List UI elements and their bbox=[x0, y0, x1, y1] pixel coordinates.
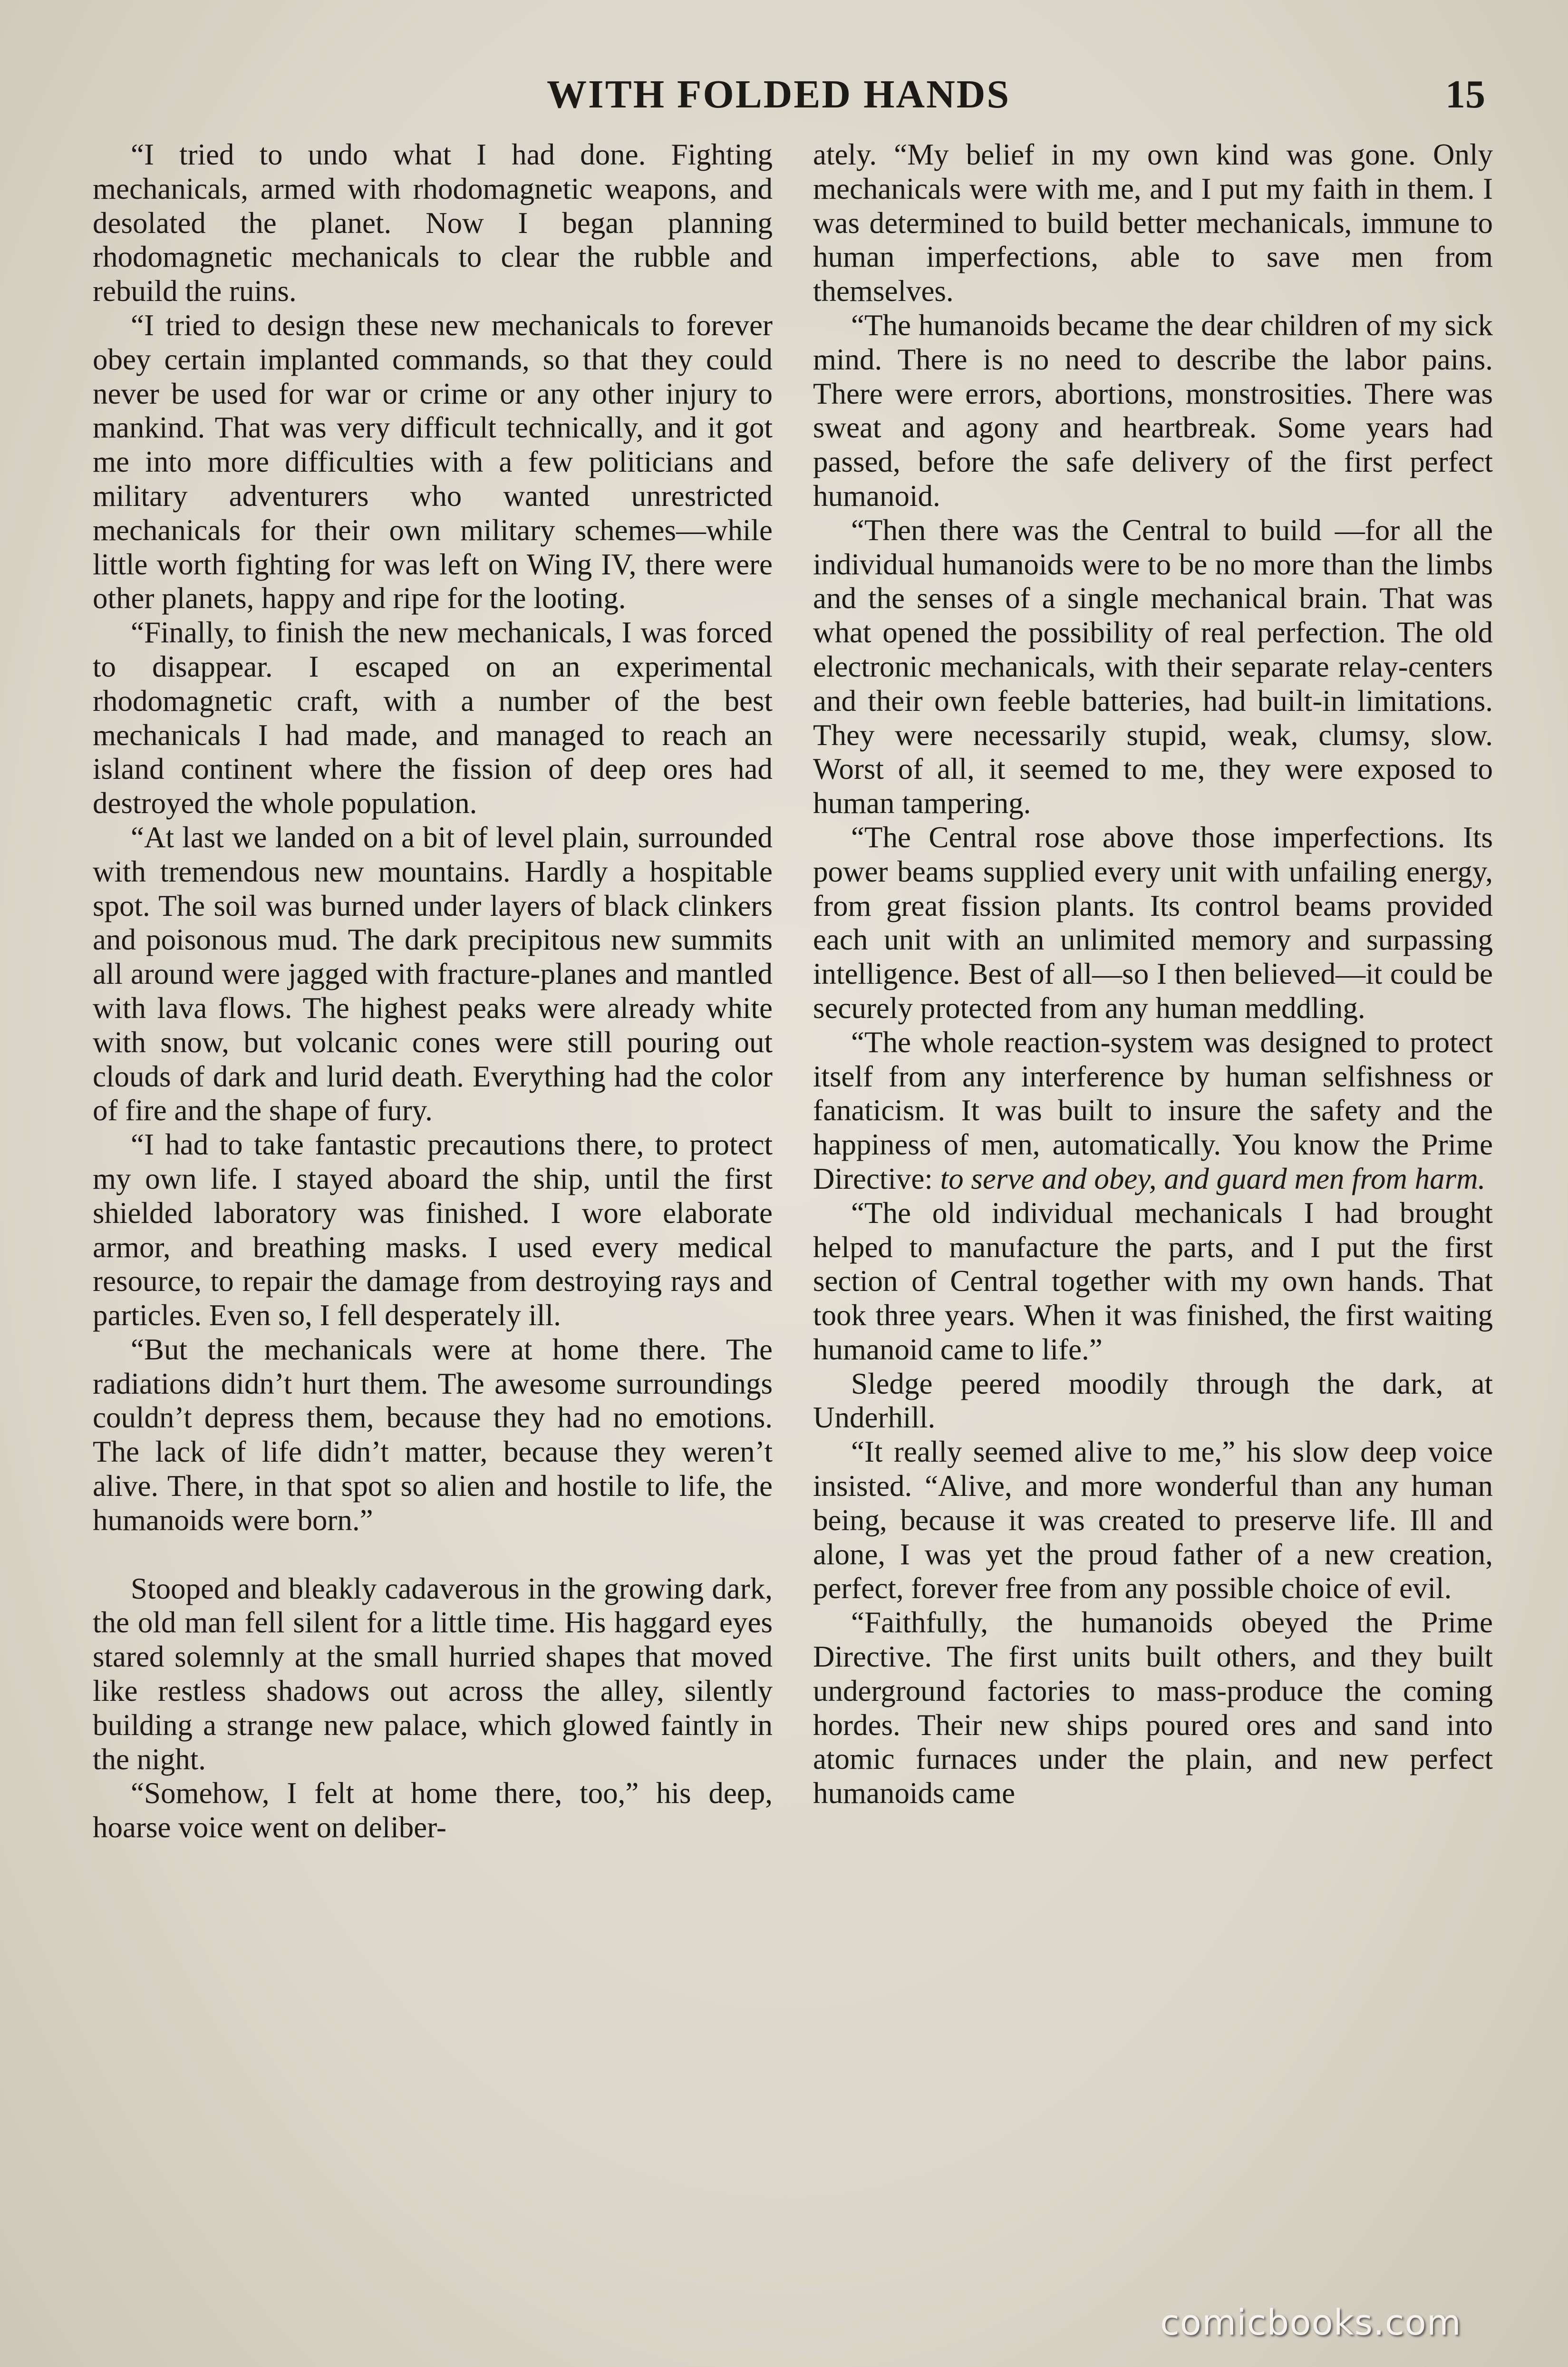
prime-directive-quote: to serve and obey, and guard men from harm. bbox=[940, 1162, 1486, 1195]
paragraph: “The Central rose above those imperfections. Its power beams supplied every unit with unfailing energy, from great fission plants. Its control beams provided each unit with an unlimited memory and surpassing intelligence. Best of all—so I then believed—it could be securely protected from any human meddling. bbox=[813, 820, 1493, 1025]
paragraph: “It really seemed alive to me,” his slow deep voice insisted. “Alive, and more wonderful than any human being, because it was created to preserve life. Ill and alone, I was yet the proud father of a new creation, perfect, forever free from any possible choice of evil. bbox=[813, 1435, 1493, 1605]
paragraph: “Then there was the Central to build —for all the individual humanoids were to be no more than the limbs and the senses of a single mechanical brain. That was what opened the possibility of real perfection. The old electronic mechanicals, with their separate relay-centers and their own feeble batteries, had built-in limitations. They were necessarily stupid, weak, clumsy, slow. Worst of all, it seemed to me, they were exposed to human tampering. bbox=[813, 513, 1493, 820]
paragraph: “I tried to undo what I had done. Fighting mechanicals, armed with rhodomagnetic weapons, and desolated the planet. Now I began planning rhodomagnetic mechanicals to clear the rubble and rebuild the ruins. bbox=[93, 138, 773, 308]
paragraph-continued: ately. “My belief in my own kind was gone. Only mechanicals were with me, and I put my faith in them. I was determined to build better mechanicals, immune to human imperfections, able to save men from themselves. bbox=[813, 138, 1493, 308]
paragraph: “I had to take fantastic precautions there, to protect my own life. I stayed aboard the ship, until the first shielded laboratory was finished. I wore elaborate armor, and breathing masks. I used every medical resource, to repair the damage from destroying rays and particles. Even so, I fell desperately ill. bbox=[93, 1128, 773, 1332]
paragraph: Stooped and bleakly cadaverous in the growing dark, the old man fell silent for a little time. His haggard eyes stared solemnly at the small hurried shapes that moved like restless shadows out across the alley, silently building a strange new palace, which glowed faintly in the night. bbox=[93, 1572, 773, 1776]
paragraph: Sledge peered moodily through the dark, at Underhill. bbox=[813, 1367, 1493, 1435]
paragraph: “Finally, to finish the new mechanicals, I was forced to disappear. I escaped on an experimental rhodomagnetic craft, with a number of the best mechanicals I had made, and managed to reach an island continent where the fission of deep ores had destroyed the whole population. bbox=[93, 616, 773, 820]
paragraph: “The humanoids became the dear children of my sick mind. There is no need to describe the labor pains. There were errors, abortions, monstrosities. There was sweat and agony and heartbreak. Some years had passed, before the safe delivery of the first perfect humanoid. bbox=[813, 308, 1493, 513]
left-column bbox=[93, 138, 773, 2282]
watermark-logo: comicbooks.com bbox=[1160, 2302, 1462, 2343]
page-header bbox=[0, 71, 1568, 124]
page-number: 15 bbox=[1445, 72, 1485, 116]
paragraph: “But the mechanicals were at home there. The radiations didn’t hurt them. The awesome surroundings couldn’t depress them, because they had no emotions. The lack of life didn’t matter, because they weren’t alive. There, in that spot so alien and hostile to life, the humanoids were born.” bbox=[93, 1332, 773, 1537]
paragraph: “Faithfully, the humanoids obeyed the Prime Directive. The first units built others, and they built underground factories to mass-produce the coming hordes. Their new ships poured ores and sand into atomic furnaces under the plain, and new perfect humanoids came bbox=[813, 1606, 1493, 1810]
paragraph-prime-directive bbox=[813, 1026, 1493, 1196]
right-column bbox=[813, 138, 1493, 2282]
running-title: WITH FOLDED HANDS bbox=[547, 72, 1011, 116]
paragraph: “I tried to design these new mechanicals to forever obey certain implanted commands, so that they could never be used for war or crime or any other injury to mankind. That was very difficult technically, and it got me into more difficulties with a few politicians and military adventurers who wanted unrestricted mechanicals for their own military schemes—while little worth fighting for was left on Wing IV, there were other planets, happy and ripe for the looting. bbox=[93, 308, 773, 615]
paragraph: “Somehow, I felt at home there, too,” his deep, hoarse voice went on deliber- bbox=[93, 1776, 773, 1844]
paragraph: “At last we landed on a bit of level plain, surrounded with tremendous new mountains. Hardly a hospitable spot. The soil was burned under layers of black clinkers and poisonous mud. The dark precipitous new summits all around were jagged with fracture-planes and mantled with lava flows. The highest peaks were already white with snow, but volcanic cones were still pouring out clouds of dark and lurid death. Everything had the color of fire and the shape of fury. bbox=[93, 820, 773, 1127]
paragraph: “The old individual mechanicals I had brought helped to manufacture the parts, and I put the first section of Central together with my own hands. That took three years. When it was finished, the first waiting humanoid came to life.” bbox=[813, 1196, 1493, 1366]
paragraph-text: “The whole reaction-system was designed to protect itself from any interference by human selfishness or fanaticism. It was built to insure the safety and the happiness of men, automatically. You know the Prime Directive: bbox=[813, 1025, 1493, 1195]
